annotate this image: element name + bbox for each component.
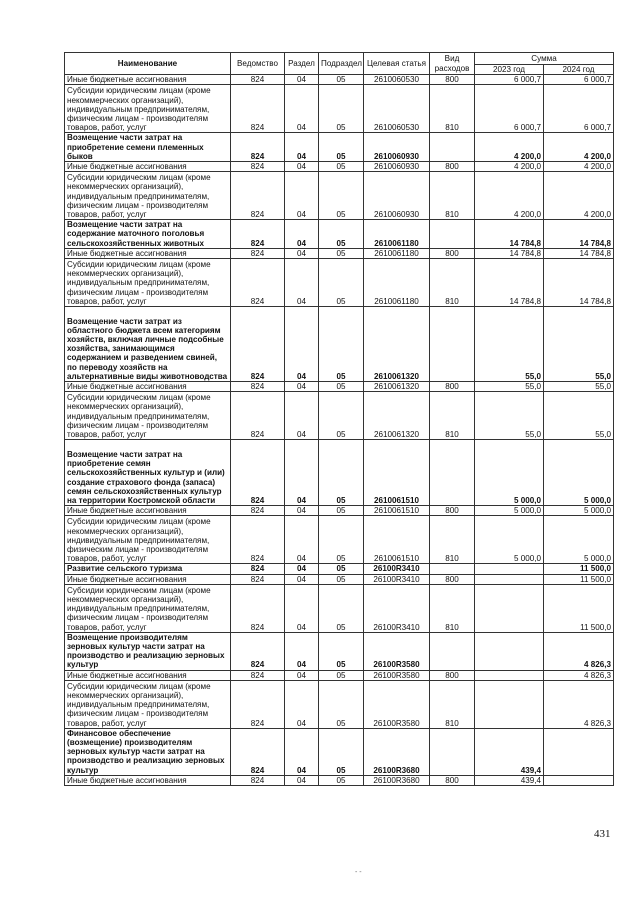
table-row: [65, 220, 614, 249]
cell-sec: 04: [285, 248, 319, 258]
cell-target: 2610061320: [364, 307, 430, 382]
cell-sub: 05: [319, 392, 364, 440]
cell-dept: 824: [231, 75, 285, 85]
cell-y2023: 439,4: [475, 775, 544, 785]
cell-sub: 05: [319, 133, 364, 162]
cell-name: Субсидии юридическим лицам (кроме некоммерческих организаций), индивидуальным предпринимателям, физическим лицам - производителям товаров, работ, услуг: [65, 516, 231, 564]
cell-type: [430, 307, 475, 382]
table-row: [65, 584, 614, 632]
cell-name: Иные бюджетные ассигнования: [65, 775, 231, 785]
cell-type: 810: [430, 584, 475, 632]
cell-sec: 04: [285, 670, 319, 680]
cell-y2024: 55,0: [544, 382, 614, 392]
cell-type: [430, 728, 475, 775]
cell-sec: 04: [285, 584, 319, 632]
cell-sec: 04: [285, 172, 319, 220]
table-row: [65, 75, 614, 85]
cell-target: 26100R3410: [364, 574, 430, 584]
cell-y2023: 5 000,0: [475, 506, 544, 516]
cell-sec: 04: [285, 680, 319, 728]
cell-dept: 824: [231, 440, 285, 506]
cell-y2023: 439,4: [475, 728, 544, 775]
cell-dept: 824: [231, 162, 285, 172]
cell-dept: 824: [231, 574, 285, 584]
cell-type: [430, 133, 475, 162]
cell-sub: 05: [319, 728, 364, 775]
cell-y2024: 4 200,0: [544, 162, 614, 172]
cell-sub: 05: [319, 172, 364, 220]
cell-y2024: 5 000,0: [544, 516, 614, 564]
cell-name: Субсидии юридическим лицам (кроме некоммерческих организаций), индивидуальным предпринимателям, физическим лицам - производителям товаров, работ, услуг: [65, 392, 231, 440]
cell-y2024: 6 000,7: [544, 75, 614, 85]
header-year-2023: 2023 год: [475, 65, 544, 75]
cell-target: 26100R3410: [364, 564, 430, 574]
cell-dept: 824: [231, 248, 285, 258]
cell-y2023: [475, 670, 544, 680]
cell-sec: 04: [285, 85, 319, 133]
cell-target: 2610060930: [364, 162, 430, 172]
cell-target: 2610061180: [364, 248, 430, 258]
cell-target: 26100R3580: [364, 670, 430, 680]
cell-name: Иные бюджетные ассигнования: [65, 162, 231, 172]
table-row: [65, 516, 614, 564]
cell-y2024: 5 000,0: [544, 506, 614, 516]
cell-y2023: 4 200,0: [475, 162, 544, 172]
cell-y2023: [475, 574, 544, 584]
cell-name: Иные бюджетные ассигнования: [65, 248, 231, 258]
cell-sub: 05: [319, 584, 364, 632]
cell-y2024: 4 200,0: [544, 172, 614, 220]
cell-dept: 824: [231, 632, 285, 670]
cell-target: 26100R3580: [364, 632, 430, 670]
cell-name: Возмещение части затрат на приобретение семян сельскохозяйственных культур и (или) создание страхового фонда (запаса) семян сельскохозяйственных культур на территории Костромской области: [65, 440, 231, 506]
cell-dept: 824: [231, 307, 285, 382]
cell-type: 810: [430, 680, 475, 728]
cell-type: 810: [430, 516, 475, 564]
cell-type: 800: [430, 574, 475, 584]
cell-name: Возмещение части затрат из областного бюджета всем категориям хозяйств, включая личные подсобные хозяйства, занимающимся содержанием и разведением свиней, по переводу хозяйств на альтернативные виды животноводства: [65, 307, 231, 382]
cell-dept: 824: [231, 382, 285, 392]
cell-sec: 04: [285, 574, 319, 584]
table-row: [65, 172, 614, 220]
cell-sub: 05: [319, 440, 364, 506]
cell-type: 800: [430, 506, 475, 516]
header-year-2024: 2024 год: [544, 65, 614, 75]
cell-type: 810: [430, 85, 475, 133]
cell-sec: 04: [285, 162, 319, 172]
cell-sec: 04: [285, 259, 319, 307]
cell-y2023: 55,0: [475, 392, 544, 440]
cell-sub: 05: [319, 506, 364, 516]
table-row: [65, 670, 614, 680]
cell-type: 810: [430, 392, 475, 440]
cell-name: Финансовое обеспечение (возмещение) производителям зерновых культур части затрат на производство и реализацию зерновых культур: [65, 728, 231, 775]
cell-target: 26100R3580: [364, 680, 430, 728]
cell-sub: 05: [319, 632, 364, 670]
cell-sub: 05: [319, 382, 364, 392]
table-row: [65, 133, 614, 162]
cell-type: 800: [430, 670, 475, 680]
cell-name: Иные бюджетные ассигнования: [65, 506, 231, 516]
cell-sec: 04: [285, 133, 319, 162]
cell-sub: 05: [319, 564, 364, 574]
table-row: [65, 440, 614, 506]
table-row: [65, 259, 614, 307]
cell-y2023: 6 000,7: [475, 85, 544, 133]
cell-target: 26100R3680: [364, 775, 430, 785]
footer-mark: - -: [355, 869, 362, 876]
cell-name: Субсидии юридическим лицам (кроме некоммерческих организаций), индивидуальным предпринимателям, физическим лицам - производителям товаров, работ, услуг: [65, 85, 231, 133]
cell-sub: 05: [319, 516, 364, 564]
table-row: [65, 382, 614, 392]
cell-sub: 05: [319, 307, 364, 382]
cell-target: 2610061320: [364, 392, 430, 440]
cell-sub: 05: [319, 574, 364, 584]
cell-y2023: 55,0: [475, 307, 544, 382]
cell-target: 2610061510: [364, 506, 430, 516]
header-section: Раздел: [285, 53, 319, 75]
cell-sub: 05: [319, 85, 364, 133]
cell-y2023: [475, 632, 544, 670]
cell-y2024: 11 500,0: [544, 574, 614, 584]
cell-name: Возмещение части затрат на приобретение семени племенных быков: [65, 133, 231, 162]
table-row: [65, 728, 614, 775]
cell-dept: 824: [231, 680, 285, 728]
cell-type: 810: [430, 172, 475, 220]
cell-dept: 824: [231, 670, 285, 680]
cell-target: 2610061180: [364, 220, 430, 249]
cell-target: 2610061510: [364, 440, 430, 506]
header-subsection: Подраздел: [319, 53, 364, 75]
cell-y2023: 5 000,0: [475, 440, 544, 506]
cell-y2024: 4 826,3: [544, 632, 614, 670]
cell-y2023: 14 784,8: [475, 259, 544, 307]
cell-dept: 824: [231, 392, 285, 440]
cell-y2024: 6 000,7: [544, 85, 614, 133]
page-number: 431: [594, 828, 611, 840]
cell-sec: 04: [285, 775, 319, 785]
cell-y2023: 5 000,0: [475, 516, 544, 564]
table-row: [65, 162, 614, 172]
cell-target: 2610060530: [364, 85, 430, 133]
budget-table: [64, 52, 614, 786]
cell-type: 800: [430, 75, 475, 85]
cell-sec: 04: [285, 220, 319, 249]
cell-type: [430, 632, 475, 670]
table-row: [65, 248, 614, 258]
cell-name: Иные бюджетные ассигнования: [65, 574, 231, 584]
cell-type: [430, 220, 475, 249]
cell-sub: 05: [319, 248, 364, 258]
cell-y2024: 11 500,0: [544, 564, 614, 574]
cell-y2023: [475, 584, 544, 632]
cell-name: Субсидии юридическим лицам (кроме некоммерческих организаций), индивидуальным предпринимателям, физическим лицам - производителям товаров, работ, услуг: [65, 584, 231, 632]
cell-sec: 04: [285, 632, 319, 670]
table-row: [65, 85, 614, 133]
cell-sec: 04: [285, 75, 319, 85]
cell-sec: 04: [285, 564, 319, 574]
cell-target: 26100R3410: [364, 584, 430, 632]
table-row: [65, 574, 614, 584]
cell-y2024: 14 784,8: [544, 259, 614, 307]
cell-name: Субсидии юридическим лицам (кроме некоммерческих организаций), индивидуальным предпринимателям, физическим лицам - производителям товаров, работ, услуг: [65, 259, 231, 307]
cell-sec: 04: [285, 516, 319, 564]
cell-name: Субсидии юридическим лицам (кроме некоммерческих организаций), индивидуальным предпринимателям, физическим лицам - производителям товаров, работ, услуг: [65, 680, 231, 728]
cell-dept: 824: [231, 564, 285, 574]
cell-sub: 05: [319, 775, 364, 785]
cell-sub: 05: [319, 670, 364, 680]
cell-target: 26100R3680: [364, 728, 430, 775]
cell-type: 800: [430, 248, 475, 258]
cell-dept: 824: [231, 775, 285, 785]
cell-target: 2610060930: [364, 133, 430, 162]
cell-y2024: 14 784,8: [544, 220, 614, 249]
cell-sec: 04: [285, 392, 319, 440]
cell-type: 800: [430, 775, 475, 785]
cell-sub: 05: [319, 75, 364, 85]
cell-type: [430, 440, 475, 506]
cell-name: Иные бюджетные ассигнования: [65, 670, 231, 680]
cell-y2024: 4 826,3: [544, 680, 614, 728]
cell-dept: 824: [231, 85, 285, 133]
cell-dept: 824: [231, 728, 285, 775]
cell-y2024: 4 200,0: [544, 133, 614, 162]
cell-y2024: 11 500,0: [544, 584, 614, 632]
cell-type: 800: [430, 382, 475, 392]
cell-dept: 824: [231, 506, 285, 516]
header-target-article: Целевая статья: [364, 53, 430, 75]
cell-y2024: 14 784,8: [544, 248, 614, 258]
cell-sec: 04: [285, 307, 319, 382]
table-row: [65, 680, 614, 728]
cell-y2023: 14 784,8: [475, 248, 544, 258]
cell-sec: 04: [285, 440, 319, 506]
cell-y2024: 55,0: [544, 307, 614, 382]
cell-sec: 04: [285, 728, 319, 775]
table-body: [65, 75, 614, 786]
cell-name: Возмещение производителям зерновых культур части затрат на производство и реализацию зерновых культур: [65, 632, 231, 670]
header-name: Наименование: [65, 53, 231, 75]
cell-type: [430, 564, 475, 574]
cell-target: 2610061510: [364, 516, 430, 564]
cell-y2024: 55,0: [544, 392, 614, 440]
cell-y2023: [475, 680, 544, 728]
cell-sub: 05: [319, 162, 364, 172]
header-amount: Сумма: [475, 53, 614, 65]
header-expense-type: Вид расходов: [430, 53, 475, 75]
cell-sec: 04: [285, 506, 319, 516]
cell-sec: 04: [285, 382, 319, 392]
table-row: [65, 506, 614, 516]
cell-y2024: 4 826,3: [544, 670, 614, 680]
cell-dept: 824: [231, 133, 285, 162]
cell-name: Развитие сельского туризма: [65, 564, 231, 574]
cell-y2024: [544, 775, 614, 785]
table-row: [65, 775, 614, 785]
table-row: [65, 564, 614, 574]
cell-y2023: 4 200,0: [475, 172, 544, 220]
cell-sub: 05: [319, 680, 364, 728]
cell-y2023: [475, 564, 544, 574]
table-row: [65, 307, 614, 382]
cell-type: 800: [430, 162, 475, 172]
cell-target: 2610060930: [364, 172, 430, 220]
cell-target: 2610061320: [364, 382, 430, 392]
cell-type: 810: [430, 259, 475, 307]
cell-y2023: 4 200,0: [475, 133, 544, 162]
cell-y2023: 14 784,8: [475, 220, 544, 249]
table-row: [65, 392, 614, 440]
header-department: Ведомство: [231, 53, 285, 75]
table-row: [65, 632, 614, 670]
cell-target: 2610060530: [364, 75, 430, 85]
cell-dept: 824: [231, 259, 285, 307]
cell-dept: 824: [231, 220, 285, 249]
cell-y2023: 55,0: [475, 382, 544, 392]
cell-name: Субсидии юридическим лицам (кроме некоммерческих организаций), индивидуальным предпринимателям, физическим лицам - производителям товаров, работ, услуг: [65, 172, 231, 220]
cell-dept: 824: [231, 584, 285, 632]
cell-name: Иные бюджетные ассигнования: [65, 382, 231, 392]
cell-y2024: [544, 728, 614, 775]
cell-sub: 05: [319, 220, 364, 249]
cell-target: 2610061180: [364, 259, 430, 307]
cell-dept: 824: [231, 172, 285, 220]
cell-name: Возмещение части затрат на содержание маточного поголовья сельскохозяйственных животных: [65, 220, 231, 249]
cell-y2023: 6 000,7: [475, 75, 544, 85]
cell-sub: 05: [319, 259, 364, 307]
cell-y2024: 5 000,0: [544, 440, 614, 506]
cell-name: Иные бюджетные ассигнования: [65, 75, 231, 85]
cell-dept: 824: [231, 516, 285, 564]
